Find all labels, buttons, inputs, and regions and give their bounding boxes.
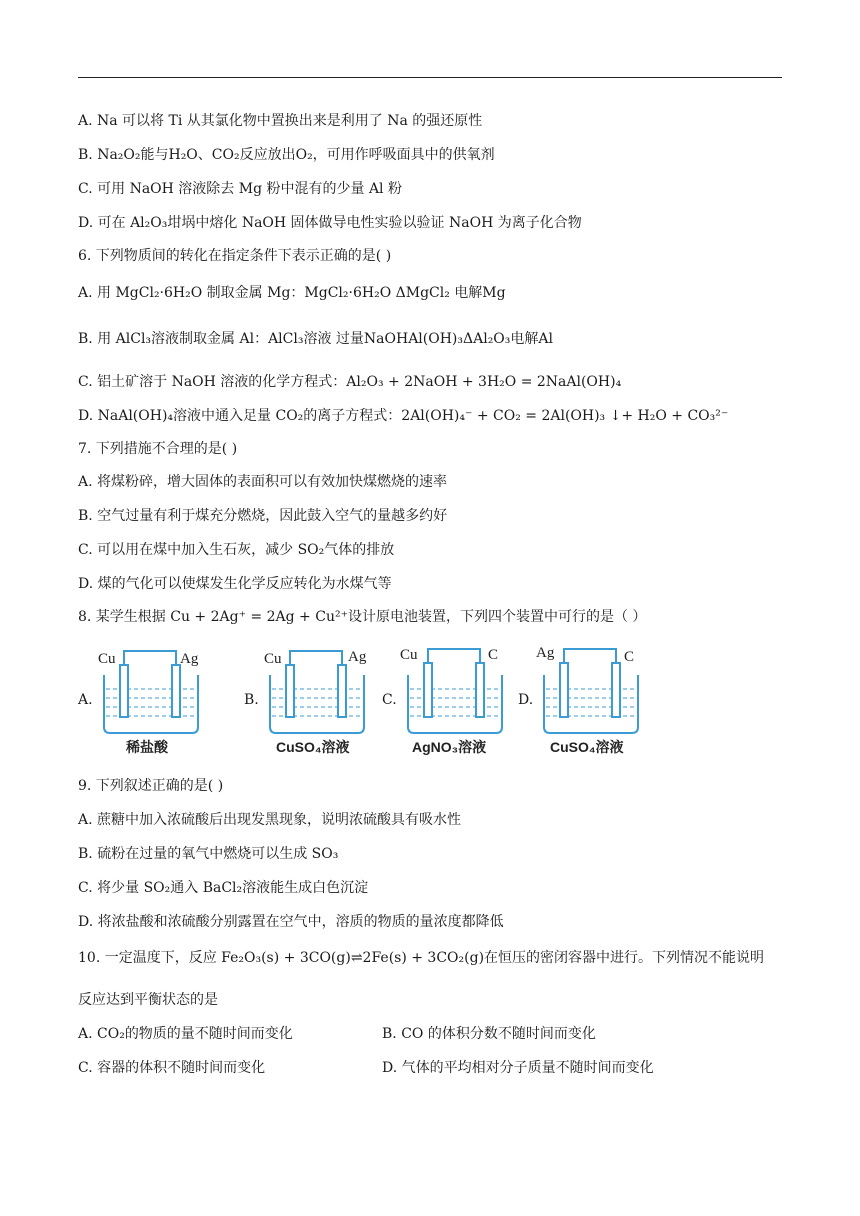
q9-option-c: C. 将少量 SO₂通入 BaCl₂溶液能生成白色沉淀 [78,880,369,896]
q7-option-d: D. 煤的气化可以使煤发生化学反应转化为水煤气等 [78,576,392,592]
cell-d-solution: CuSO₄溶液 [550,739,624,755]
q8-stem: 8. 某学生根据 Cu + 2Ag⁺ = 2Ag + Cu²⁺设计原电池装置，下列四个装置中可行的是（ ） [78,609,647,625]
cell-c-left-electrode: Cu [400,647,418,663]
cell-a [96,645,206,760]
q5-option-c: C. 可用 NaOH 溶液除去 Mg 粉中混有的少量 Al 粉 [78,181,402,197]
q10-option-c: C. 容器的体积不随时间而变化 [78,1060,266,1076]
cell-d-letter: D. [518,692,534,708]
q7-option-b: B. 空气过量有利于煤充分燃烧，因此鼓入空气的量越多约好 [78,508,448,524]
cell-d-left-electrode: Ag [536,645,555,661]
cell-a-solution: 稀盐酸 [126,739,168,755]
q7-option-c: C. 可以用在煤中加入生石灰，减少 SO₂气体的排放 [78,542,395,558]
q6-option-d: D. NaAl(OH)₄溶液中通入足量 CO₂的离子方程式：2Al(OH)₄⁻ + CO₂ = 2Al(OH)₃ ↓+ H₂O + CO₃²⁻ [78,408,729,424]
cell-d [536,645,648,760]
q6-stem: 6. 下列物质间的转化在指定条件下表示正确的是( ) [78,248,392,264]
q7-option-a: A. 将煤粉碎，增大固体的表面积可以有效加快煤燃烧的速率 [78,474,448,490]
q10-option-b: B. CO 的体积分数不随时间而变化 [382,1026,596,1042]
q10-stem-line2: 反应达到平衡状态的是 [78,992,218,1008]
cell-a-right-electrode: Ag [180,651,199,667]
q10-option-a: A. CO₂的物质的量不随时间而变化 [78,1026,293,1042]
q5-option-b: B. Na₂O₂能与H₂O、CO₂反应放出O₂，可用作呼吸面具中的供氧剂 [78,147,495,163]
cell-b-letter: B. [244,692,259,708]
q7-stem: 7. 下列措施不合理的是( ) [78,441,238,457]
q10-option-d: D. 气体的平均相对分子质量不随时间而变化 [382,1060,654,1076]
cell-a-letter: A. [78,692,93,708]
q5-option-d: D. 可在 Al₂O₃坩埚中熔化 NaOH 固体做导电性实验以验证 NaOH 为离子化合物 [78,215,582,231]
cell-b-right-electrode: Ag [348,649,367,665]
cell-d-right-electrode: C [624,649,635,665]
q9-stem: 9. 下列叙述正确的是( ) [78,778,224,794]
q6-option-c: C. 铝土矿溶于 NaOH 溶液的化学方程式：Al₂O₃ + 2NaOH + 3H₂O = 2NaAl(OH)₄ [78,374,622,390]
q6-option-b: B. 用 AlCl₃溶液制取金属 Al：AlCl₃溶液 过量NaOHAl(OH)₃ΔAl₂O₃电解Al [78,331,553,347]
cell-c-solution: AgNO₃溶液 [412,739,487,755]
header-rule [78,77,782,78]
cell-a-left-electrode: Cu [98,651,116,667]
q9-option-d: D. 将浓盐酸和浓硫酸分别露置在空气中，溶质的物质的量浓度都降低 [78,914,504,930]
cell-c-right-electrode: C [488,647,499,663]
cell-c-letter: C. [382,692,397,708]
cell-b-solution: CuSO₄溶液 [276,739,350,755]
q6-option-a: A. 用 MgCl₂·6H₂O 制取金属 Mg：MgCl₂·6H₂O ΔMgCl₂ 电解Mg [78,285,506,301]
q9-option-a: A. 蔗糖中加入浓硫酸后出现发黑现象，说明浓硫酸具有吸水性 [78,812,462,828]
q5-option-a: A. Na 可以将 Ti 从其氯化物中置换出来是利用了 Na 的强还原性 [78,113,483,129]
cell-b [262,645,374,760]
q10-stem-line1: 10. 一定温度下，反应 Fe₂O₃(s) + 3CO(g)⇌2Fe(s) + 3CO₂(g)在恒压的密闭容器中进行。下列情况不能说明 [78,950,765,966]
q9-option-b: B. 硫粉在过量的氧气中燃烧可以生成 SO₃ [78,846,339,862]
cell-b-left-electrode: Cu [264,651,282,667]
cell-c [400,645,512,760]
